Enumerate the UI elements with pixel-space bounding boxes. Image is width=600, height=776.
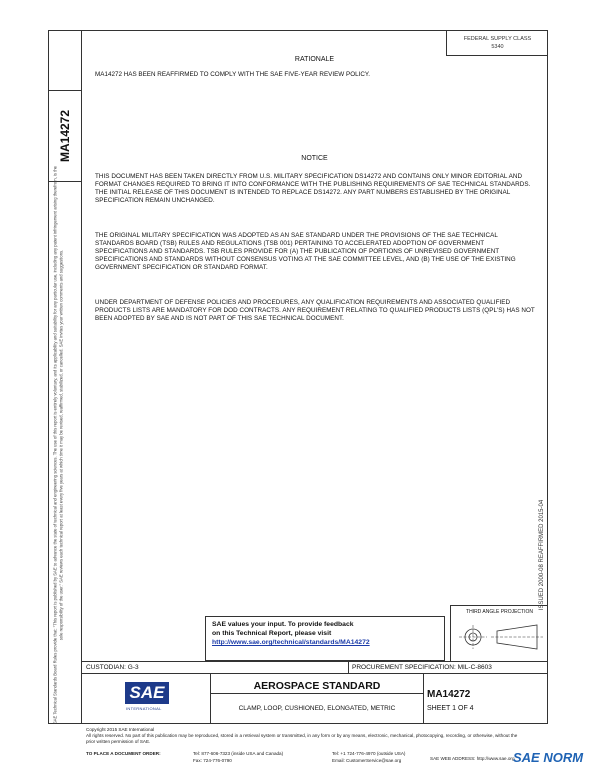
notice-paragraph-2: THE ORIGINAL MILITARY SPECIFICATION WAS ADOPTED AS AN SAE STANDARD UNDER THE PROVISIONS OF THE SAE TECHNICAL STANDARDS BOARD (TSB) RULES AND REGULATIONS (TSB 001) PERTAINING TO ACCELERATED ADOPTION OF GOVERNMENT SPECIFICATIONS AND STANDARDS. TSB RULES PROVIDE FOR (A) THE PUBLICATION OF PORTIONS OF UNREVISED GOVERNMENT SPECIFICATIONS AND STANDARDS WITHOUT CONSENSUS VOTING AT THE SAE COMMITTEE LEVEL, AND (B) THE USE OF THE EXISTING GOVERNMENT SPECIFICATION OR STANDARD FORMAT. (95, 232, 516, 271)
rationale-heading: RATIONALE (294, 56, 335, 63)
projection-box (450, 605, 548, 662)
notice-heading: NOTICE (301, 155, 328, 162)
sae-logo: SAE (125, 682, 169, 704)
title-block-divider (348, 662, 349, 674)
sheet-number: SHEET 1 OF 4 (427, 705, 474, 712)
sae-logo-subtitle: INTERNATIONAL (126, 706, 162, 711)
document-number: MA14272 (427, 689, 471, 700)
side-fine-print: SAE Technical Standards Board Rules provide that: "This report is published by SAE to advance the state of technical and engineering sciences. The use of this report is entirely voluntary, and its applicability and suitability for any particular use, including any patent infringement arising therefrom, is the sole responsibility of the user." SAE reviews each technical report at least every five years at which time it may be revised, reaffirmed, stabilized, or cancelled. SAE invites your written comments and suggestions. (52, 165, 63, 725)
procurement-spec: PROCUREMENT SPECIFICATION: MIL-C-8603 (352, 664, 492, 671)
feedback-line-1: SAE values your input. To provide feedback (212, 621, 354, 628)
page-frame (81, 30, 548, 662)
projection-label: THIRD ANGLE PROJECTION (466, 609, 533, 615)
footer-email: Email: CustomerService@sae.org (332, 758, 402, 763)
third-angle-projection-icon (451, 615, 547, 659)
footer-order-label: TO PLACE A DOCUMENT ORDER: (86, 751, 161, 756)
feedback-box (205, 616, 445, 661)
doc-number-divider (423, 674, 424, 724)
notice-paragraph-3: UNDER DEPARTMENT OF DEFENSE POLICIES AND PROCEDURES, ANY QUALIFICATION REQUIREMENTS AND ASSOCIATED QUALIFIED PRODUCTS LISTS ARE MANDATORY FOR DOD CONTRACTS. ANY REQUIREMENT RELATING TO QUALIFIED PRODUCTS LISTS (QPL'S) HAS NOT BEEN ADOPTED BY SAE AND IS NOT PART OF THIS SAE TECHNICAL DOCUMENT. (95, 299, 535, 322)
footer-tel-2: Tel: +1 724-776-4970 (outside USA) (332, 751, 406, 756)
notice-paragraph-1: THIS DOCUMENT HAS BEEN TAKEN DIRECTLY FROM U.S. MILITARY SPECIFICATION DS14272 AND CONTAINS ONLY MINOR EDITORIAL AND FORMAT CHANGES REQUIRED TO BRING IT INTO CONFORMANCE WITH THE PUBLISHING REQUIREMENTS OF SAE TECHNICAL STANDARDS. THE INITIAL RELEASE OF THIS DOCUMENT IS INTENDED TO REPLACE DS14272. ANY PART NUMBERS ESTABLISHED BY THE ORIGINAL SPECIFICATION REMAIN UNCHANGED. (95, 173, 531, 204)
standard-type-divider (211, 693, 423, 694)
watermark-logo: SAE NORM (513, 750, 584, 765)
document-title: CLAMP, LOOP, CUSHIONED, ELONGATED, METRIC (238, 705, 396, 712)
footer-copyright-block (86, 727, 526, 745)
rationale-text: MA14272 HAS BEEN REAFFIRMED TO COMPLY WITH THE SAE FIVE-YEAR REVIEW POLICY. (95, 71, 371, 78)
supply-class-number: 5340 (491, 44, 504, 50)
custodian: CUSTODIAN: G-3 (86, 664, 139, 671)
supply-class-label: FEDERAL SUPPLY CLASS (463, 36, 532, 42)
feedback-link[interactable]: http://www.sae.org/technical/standards/MA14272 (212, 639, 370, 646)
issue-dates: ISSUED 2000-08 REAFFIRMED 2015-04 (539, 499, 545, 611)
footer-fax: Fax: 724-776-0790 (193, 758, 232, 763)
footer-web[interactable]: SAE WEB ADDRESS: http://www.sae.org (430, 756, 515, 761)
side-doc-number: MA14272 (58, 109, 72, 163)
footer-rights: All rights reserved. No part of this publication may be reproduced, stored in a retrieval system or transmitted, in any form or by any means, electronic, mechanical, photocopying, recording, or otherwise, without the prior written permission of SAE. (86, 733, 518, 744)
standard-type: AEROSPACE STANDARD (253, 680, 381, 692)
feedback-line-2: on this Technical Report, please visit (212, 630, 332, 637)
supply-class-box (446, 30, 548, 56)
footer-copyright: Copyright 2015 SAE International (86, 727, 155, 732)
footer-tel-1: Tel: 877-606-7323 (inside USA and Canada) (193, 751, 284, 756)
